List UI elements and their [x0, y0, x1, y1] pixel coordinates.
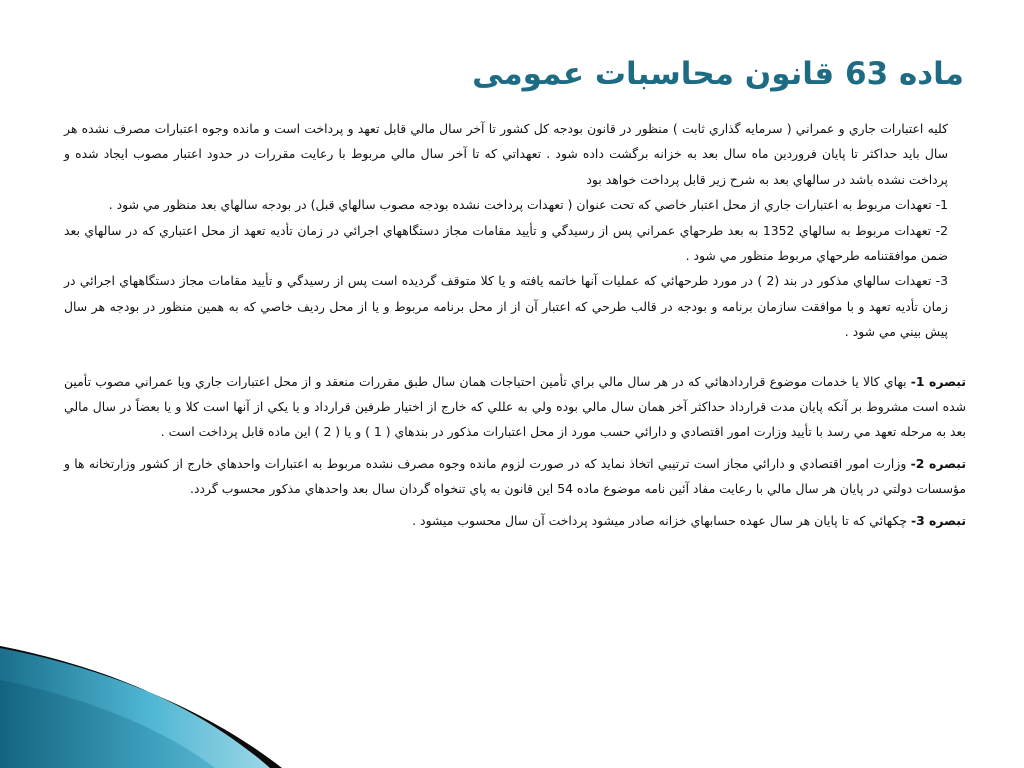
article-clause-3: 3- تعهدات سالهاي مذكور در بند (2 ) در مورد طرحهائي كه عمليات آنها خاتمه يافته و يا كلا متوقف گرديده است پس از رسيدگي و تأييد مقامات مجاز دستگاههاي اجرائي در زمان تأديه تعهد و با موافقت سازمان برنامه و بودجه در قالب طرحي كه اعتبار آن از از محل برنامه مربوط و يا از محل رديف خاصي كه به همين منظور در بودجه هر سال پيش بيني مي شود .	[64, 273, 948, 340]
note-3-text: چكهائي كه تا پايان هر سال عهده حسابهاي خزانه صادر ميشود پرداخت آن سال محسوب ميشود .	[412, 512, 911, 528]
note-3	[64, 508, 966, 533]
note-2	[64, 451, 966, 502]
note-1-text: بهاي كالا يا خدمات موضوع قراردادهائي كه در هر سال مالي براي تأمين احتياجات همان سال طبق مقررات منعقد و از محل اعتبارات جاري ويا عمراني مصوب تأمين شده است مشروط بر آنكه پايان مدت قرارداد حداكثر آخر همان سال مالي بوده ولي به عللي كه خارج از اختيار طرفين قرارداد و يا يكي از آنها است كلا و يا بعضاً در سال مالي بعد به مرحله تعهد مي رسد با تأييد وزارت امور اقتصادي و دارائي حسب مورد از محل اعتبارات مذكور در بندهاي ( 1 ) و يا ( 2 ) اين ماده قابل پرداخت است .	[64, 373, 966, 440]
main-article-block	[64, 116, 966, 345]
slide-title: ماده 63 قانون محاسبات عمومی	[472, 56, 964, 92]
section-spacer	[64, 345, 966, 369]
decorative-swoosh	[0, 646, 290, 768]
swoosh-inner-band	[0, 680, 215, 768]
article-intro-paragraph: كليه اعتبارات جاري و عمراني ( سرمايه گذاري ثابت ) منظور در قانون بودجه كل كشور تا آخر سال مالي قابل تعهد و پرداخت است و مانده وجوه اعتبارات مصرف نشده هر سال بايد حداكثر تا پايان فروردين ماه سال بعد به خزانه برگشت داده شود . تعهداتي كه تا آخر سال مالي مربوط با رعايت مقررات در حدود اعتبار مصوب ايجاد شده و پرداخت نشده باشد در سالهاي بعد به شرح زير قابل پرداخت خواهد بود	[64, 121, 948, 187]
slide-body	[64, 116, 966, 656]
swoosh-blue-band	[0, 646, 270, 768]
article-clause-1: 1- تعهدات مربوط به اعتبارات جاري از محل اعتبار خاصي كه تحت عنوان ( تعهدات پرداخت نشده بودجه مصوب سالهاي قبل) در بودجه سالهاي بعد منظور مي شود .	[108, 197, 948, 213]
swoosh-dark-edge	[0, 646, 282, 768]
note-1-label: تبصره 1-	[910, 373, 966, 389]
note-3-label: تبصره 3-	[910, 512, 966, 528]
note-2-text: وزارت امور اقتصادي و دارائي مجاز است ترتيبي اتخاذ نمايد كه در صورت لزوم مانده وجوه مصرف نشده مربوط به اعتبارات واحدهاي خارج از كشور وزارتخانه ها و مؤسسات دولتي در پايان هر سال مالي با رعايت مفاد آئين نامه موضوع ماده 54 اين قانون به پاي تنخواه گردان سال بعد واحدهاي مذكور محسوب گردد.	[64, 455, 966, 497]
article-clause-2: 2- تعهدات مربوط به سالهاي 1352 به بعد طرحهاي عمراني پس از رسيدگي و تأييد مقامات مجاز دستگاههاي اجرائي در زمان تأديه تعهد از محل اعتباري كه در سالهاي بعد ضمن موافقتنامه طرحهاي مربوط منظور مي شود .	[64, 222, 948, 264]
note-2-label: تبصره 2-	[910, 455, 966, 471]
note-1	[64, 369, 966, 445]
